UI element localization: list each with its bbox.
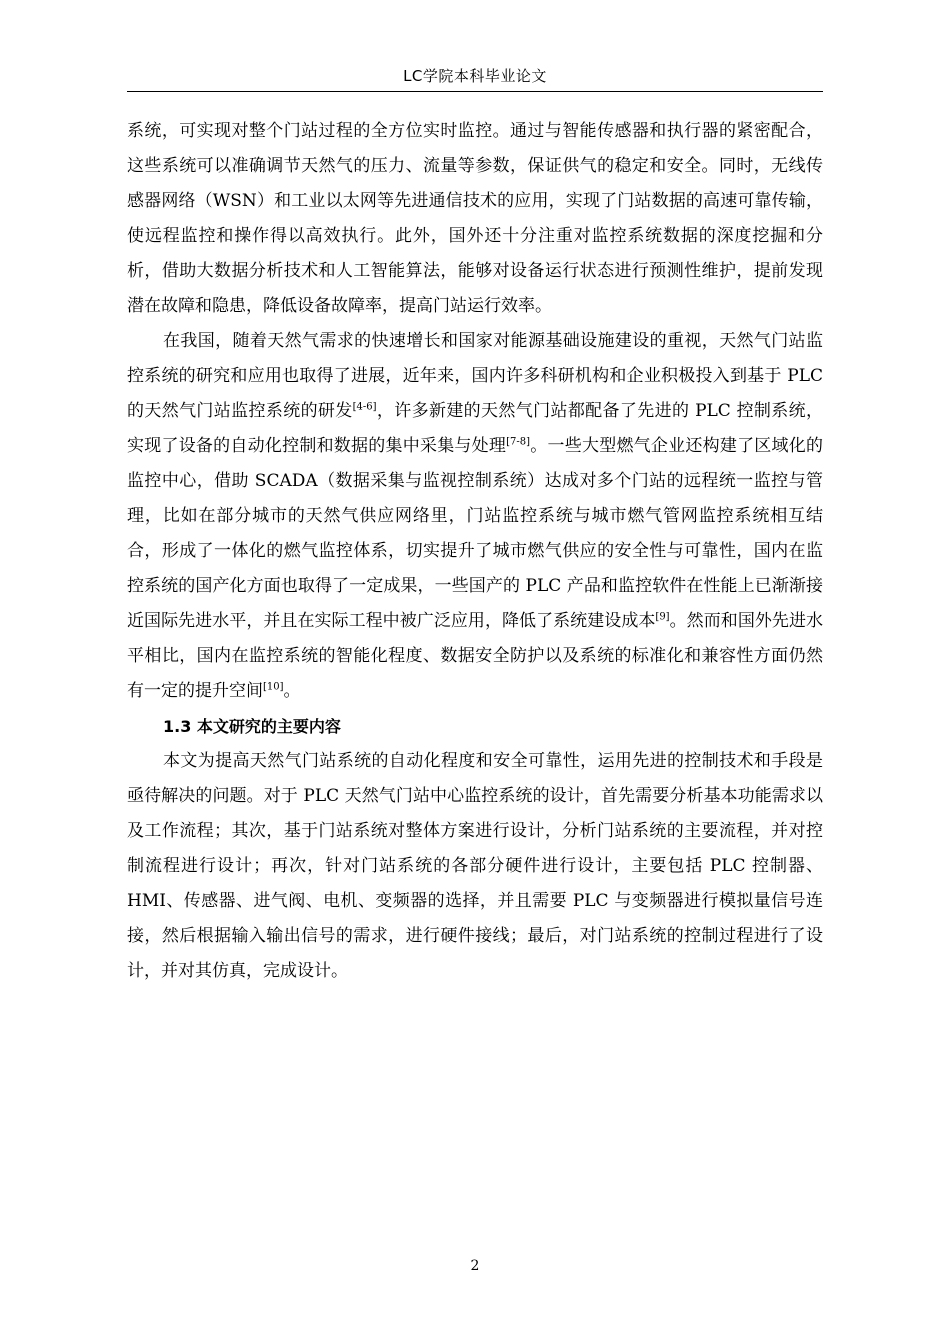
citation-reference: [10] <box>263 681 284 693</box>
running-header: LC学院本科毕业论文 <box>403 67 547 85</box>
paragraph-text: 在我国，随着天然气需求的快速增长和国家对能源基础设施建设的重视，天然气门站监控系统的研究和应用也取得了进展，近年来，国内许多科研机构和企业积极投入到基于 PLC 的天然气门站监控系统的研发 <box>127 331 823 421</box>
paragraph-text: 。一些大型燃气企业还构建了区域化的监控中心，借助 SCADA（数据采集与监视控制系统）达成对多个门站的远程统一监控与管理，比如在部分城市的天然气供应网络里，门站监控系统与城市燃气管网监控系统相互结合，形成了一体化的燃气监控体系，切实提升了城市燃气供应的安全性与可靠性，国内在监控系统的国产化方面也取得了一定成果，一些国产的 PLC 产品和监控软件在性能上已渐渐接近国际先进水平，并且在实际工程中被广泛应用，降低了系统建设成本 <box>127 436 824 631</box>
citation-reference: [4-6] <box>352 401 377 413</box>
citation-reference: [9] <box>655 611 670 623</box>
citation-reference: [7-8] <box>506 436 531 448</box>
paragraph-text: 。 <box>283 681 301 701</box>
paragraph-text: 。然而和国外先进水平相比，国内在监控系统的智能化程度、数据安全防护以及系统的标准化和兼容性方面仍然有一定的提升空间 <box>127 611 824 701</box>
paragraph-foreign-status: 系统，可实现对整个门站过程的全方位实时监控。通过与智能传感器和执行器的紧密配合，这些系统可以准确调节天然气的压力、流量等参数，保证供气的稳定和安全。同时，无线传感器网络（WSN）和工业以太网等先进通信技术的应用，实现了门站数据的高速可靠传输，使远程监控和操作得以高效执行。此外，国外还十分注重对监控系统数据的深度挖掘和分析，借助大数据分析技术和人工智能算法，能够对设备运行状态进行预测性维护，提前发现潜在故障和隐患，降低设备故障率，提高门站运行效率。 <box>127 121 823 316</box>
paragraph-main-content: 本文为提高天然气门站系统的自动化程度和安全可靠性，运用先进的控制技术和手段是亟待解决的问题。对于 PLC 天然气门站中心监控系统的设计，首先需要分析基本功能需求以及工作流程；其次，基于门站系统对整体方案进行设计，分析门站系统的主要流程，并对控制流程进行设计；再次，针对门站系统的各部分硬件进行设计，主要包括 PLC 控制器、HMI、传感器、进气阀、电机、变频器的选择，并且需要 PLC 与变频器进行模拟量信号连接，然后根据输入输出信号的需求，进行硬件接线；最后，对门站系统的控制过程进行了设计，并对其仿真，完成设计。 <box>127 751 823 981</box>
page-body <box>127 114 823 989</box>
paragraph-domestic-status <box>127 324 823 709</box>
header-rule <box>127 91 823 92</box>
page-number: 2 <box>470 1258 480 1274</box>
paragraph-text: ，许多新建的天然气门站都配备了先进的 PLC 控制系统，实现了设备的自动化控制和数据的集中采集与处理 <box>127 401 824 456</box>
section-heading: 1.3 本文研究的主要内容 <box>163 717 341 736</box>
